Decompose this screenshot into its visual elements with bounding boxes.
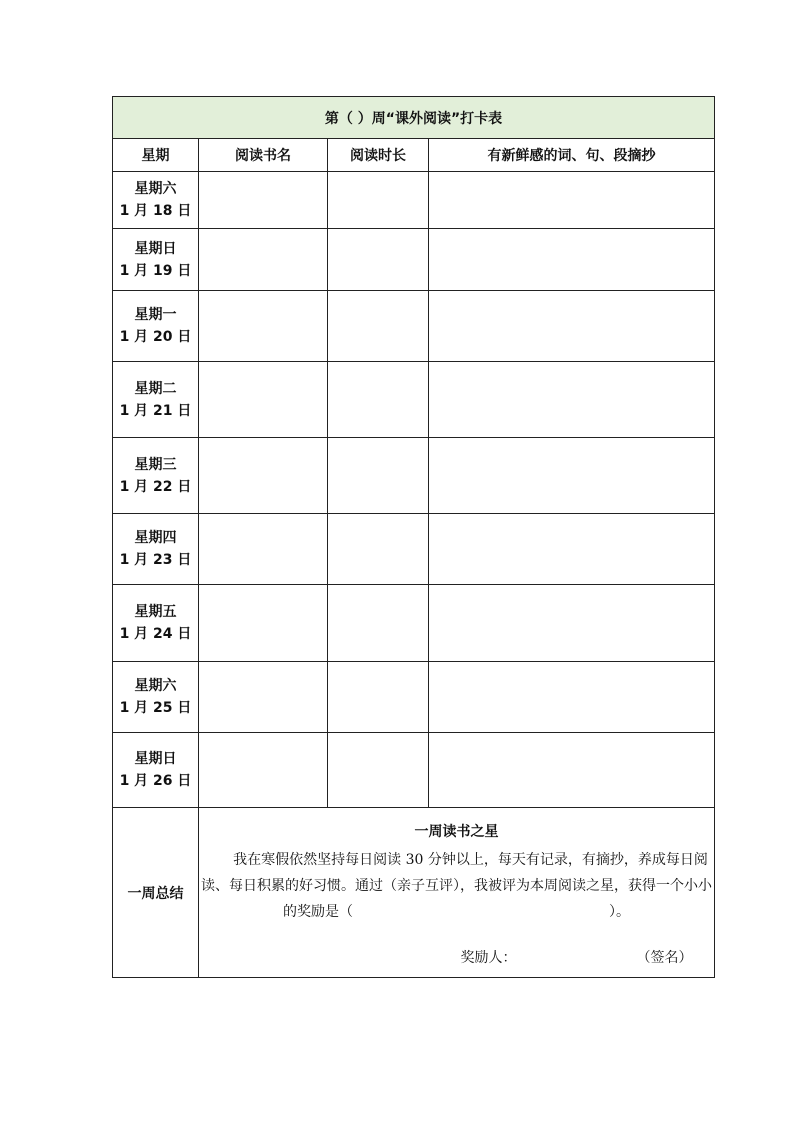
weekday-label: 星期六: [134, 678, 177, 694]
date-label: 1 月 19 日: [119, 262, 192, 279]
summary-paragraph-end: ）。: [609, 903, 631, 920]
rewarder-label: 奖励人：: [460, 949, 517, 966]
summary-paragraph: [199, 847, 714, 925]
day-cell: [113, 172, 199, 229]
excerpt-cell[interactable]: [429, 291, 715, 362]
excerpt-cell[interactable]: [429, 662, 715, 733]
table-row: [113, 514, 715, 585]
signature-line: [199, 947, 714, 967]
weekday-label: 星期五: [134, 604, 177, 620]
title-row: [113, 97, 715, 139]
reading-star-title: 一周读书之星: [414, 823, 499, 840]
excerpt-cell[interactable]: [429, 229, 715, 291]
day-cell: [113, 733, 199, 808]
excerpt-cell[interactable]: [429, 172, 715, 229]
book-title-cell[interactable]: [199, 585, 328, 662]
summary-content: [199, 808, 715, 978]
signature-label: （签名）: [636, 949, 693, 966]
book-title-cell[interactable]: [199, 229, 328, 291]
date-label: 1 月 26 日: [119, 773, 192, 789]
day-cell: [113, 662, 199, 733]
date-label: 1 月 25 日: [119, 700, 192, 716]
table-row: [113, 438, 715, 514]
excerpt-cell[interactable]: [429, 733, 715, 808]
table-title: 第（ ）周“课外阅读”打卡表: [113, 97, 715, 139]
book-title-cell[interactable]: [199, 291, 328, 362]
day-cell: [113, 229, 199, 291]
table-row: [113, 585, 715, 662]
weekday-label: 星期四: [134, 530, 177, 546]
duration-cell[interactable]: [328, 585, 429, 662]
date-label: 1 月 18 日: [119, 203, 192, 219]
duration-cell[interactable]: [328, 733, 429, 808]
table-row: [113, 362, 715, 438]
date-label: 1 月 23 日: [119, 552, 192, 568]
book-title-cell[interactable]: [199, 514, 328, 585]
header-weekday: 星期: [113, 139, 199, 172]
book-title-cell[interactable]: [199, 172, 328, 229]
table-row: [113, 733, 715, 808]
book-title-cell[interactable]: [199, 438, 328, 514]
excerpt-cell[interactable]: [429, 362, 715, 438]
duration-cell[interactable]: [328, 514, 429, 585]
summary-label: 一周总结: [113, 808, 199, 978]
table-row: [113, 172, 715, 229]
book-title-cell[interactable]: [199, 662, 328, 733]
weekday-label: 星期日: [134, 240, 177, 257]
book-title-cell[interactable]: [199, 733, 328, 808]
header-row: [113, 139, 715, 172]
day-cell: [113, 514, 199, 585]
day-cell: [113, 585, 199, 662]
date-label: 1 月 24 日: [119, 626, 192, 642]
day-cell: [113, 362, 199, 438]
duration-cell[interactable]: [328, 229, 429, 291]
weekday-label: 星期一: [134, 307, 177, 323]
header-book-title: 阅读书名: [199, 139, 328, 172]
book-title-cell[interactable]: [199, 362, 328, 438]
excerpt-cell[interactable]: [429, 514, 715, 585]
header-reading-duration: 阅读时长: [328, 139, 429, 172]
duration-cell[interactable]: [328, 172, 429, 229]
date-label: 1 月 20 日: [119, 329, 192, 345]
excerpt-cell[interactable]: [429, 438, 715, 514]
table-row: [113, 662, 715, 733]
duration-cell[interactable]: [328, 438, 429, 514]
day-cell: [113, 438, 199, 514]
date-label: 1 月 21 日: [119, 402, 192, 419]
duration-cell[interactable]: [328, 291, 429, 362]
duration-cell[interactable]: [328, 662, 429, 733]
weekday-label: 星期二: [134, 380, 177, 397]
summary-row: [113, 808, 715, 978]
date-label: 1 月 22 日: [119, 478, 192, 495]
table-row: [113, 229, 715, 291]
excerpt-cell[interactable]: [429, 585, 715, 662]
weekday-label: 星期六: [134, 181, 177, 197]
day-cell: [113, 291, 199, 362]
summary-paragraph-text: 我在寒假依然坚持每日阅读 30 分钟以上，每天有记录，有摘抄，养成每日阅读、每日积累的好习惯。通过（亲子互评），我被评为本周阅读之星，获得一个小小的奖励是（: [201, 851, 713, 920]
header-excerpts: 有新鲜感的词、句、段摘抄: [429, 139, 715, 172]
reading-checkin-table: [112, 96, 715, 978]
weekday-label: 星期日: [134, 751, 177, 767]
duration-cell[interactable]: [328, 362, 429, 438]
table-row: [113, 291, 715, 362]
weekday-label: 星期三: [134, 456, 177, 473]
